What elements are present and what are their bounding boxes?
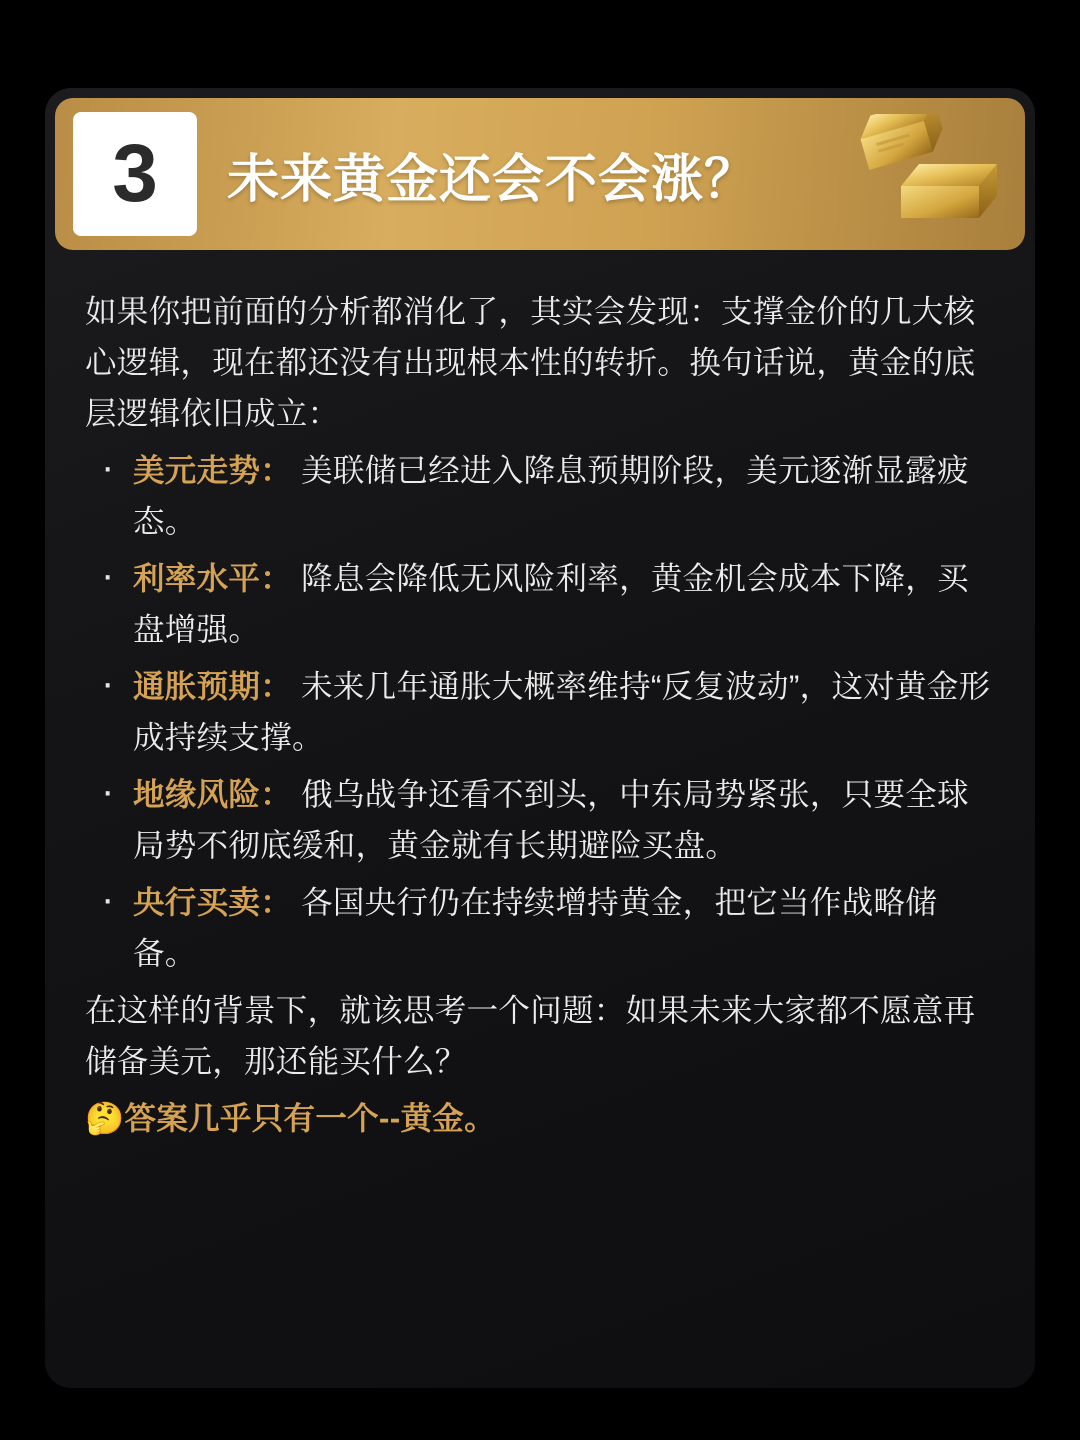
section-header-banner	[55, 98, 1025, 250]
gold-bars-icon	[843, 114, 1003, 238]
answer-text: 答案几乎只有一个--黄金。	[124, 1100, 496, 1137]
answer-line	[85, 1093, 995, 1145]
list-item	[85, 661, 995, 763]
point-keyword: 地缘风险：	[133, 776, 293, 813]
section-number-badge	[73, 112, 197, 236]
list-item	[85, 553, 995, 655]
point-text: 各国央行仍在持续增持黄金，把它当作战略储备。	[133, 884, 938, 972]
section-title: 未来黄金还会不会涨？	[227, 150, 758, 209]
list-item	[85, 769, 995, 871]
point-keyword: 央行买卖：	[133, 884, 293, 921]
point-text: 未来几年通胀大概率维持“反复波动”，这对黄金形成持续支撑。	[133, 668, 991, 756]
point-text: 美联储已经进入降息预期阶段，美元逐渐显露疲态。	[133, 452, 969, 540]
point-keyword: 利率水平：	[133, 560, 293, 597]
key-points-list	[85, 445, 995, 979]
point-keyword: 通胀预期：	[133, 668, 293, 705]
closing-paragraph: 在这样的背景下，就该思考一个问题：如果未来大家都不愿意再储备美元，那还能买什么？	[85, 992, 976, 1080]
list-item	[85, 445, 995, 547]
article-body	[45, 250, 1035, 1145]
article-card	[45, 88, 1035, 1388]
thinking-face-icon: 🤔	[85, 1101, 125, 1138]
intro-paragraph: 如果你把前面的分析都消化了，其实会发现：支撑金价的几大核心逻辑，现在都还没有出现根本性的转折。换句话说，黄金的底层逻辑依旧成立：	[85, 293, 976, 432]
point-text: 俄乌战争还看不到头，中东局势紧张，只要全球局势不彻底缓和，黄金就有长期避险买盘。	[133, 776, 969, 864]
point-text: 降息会降低无风险利率，黄金机会成本下降，买盘增强。	[133, 560, 969, 648]
point-keyword: 美元走势：	[133, 452, 293, 489]
list-item	[85, 877, 995, 979]
section-number: 3	[112, 128, 158, 219]
